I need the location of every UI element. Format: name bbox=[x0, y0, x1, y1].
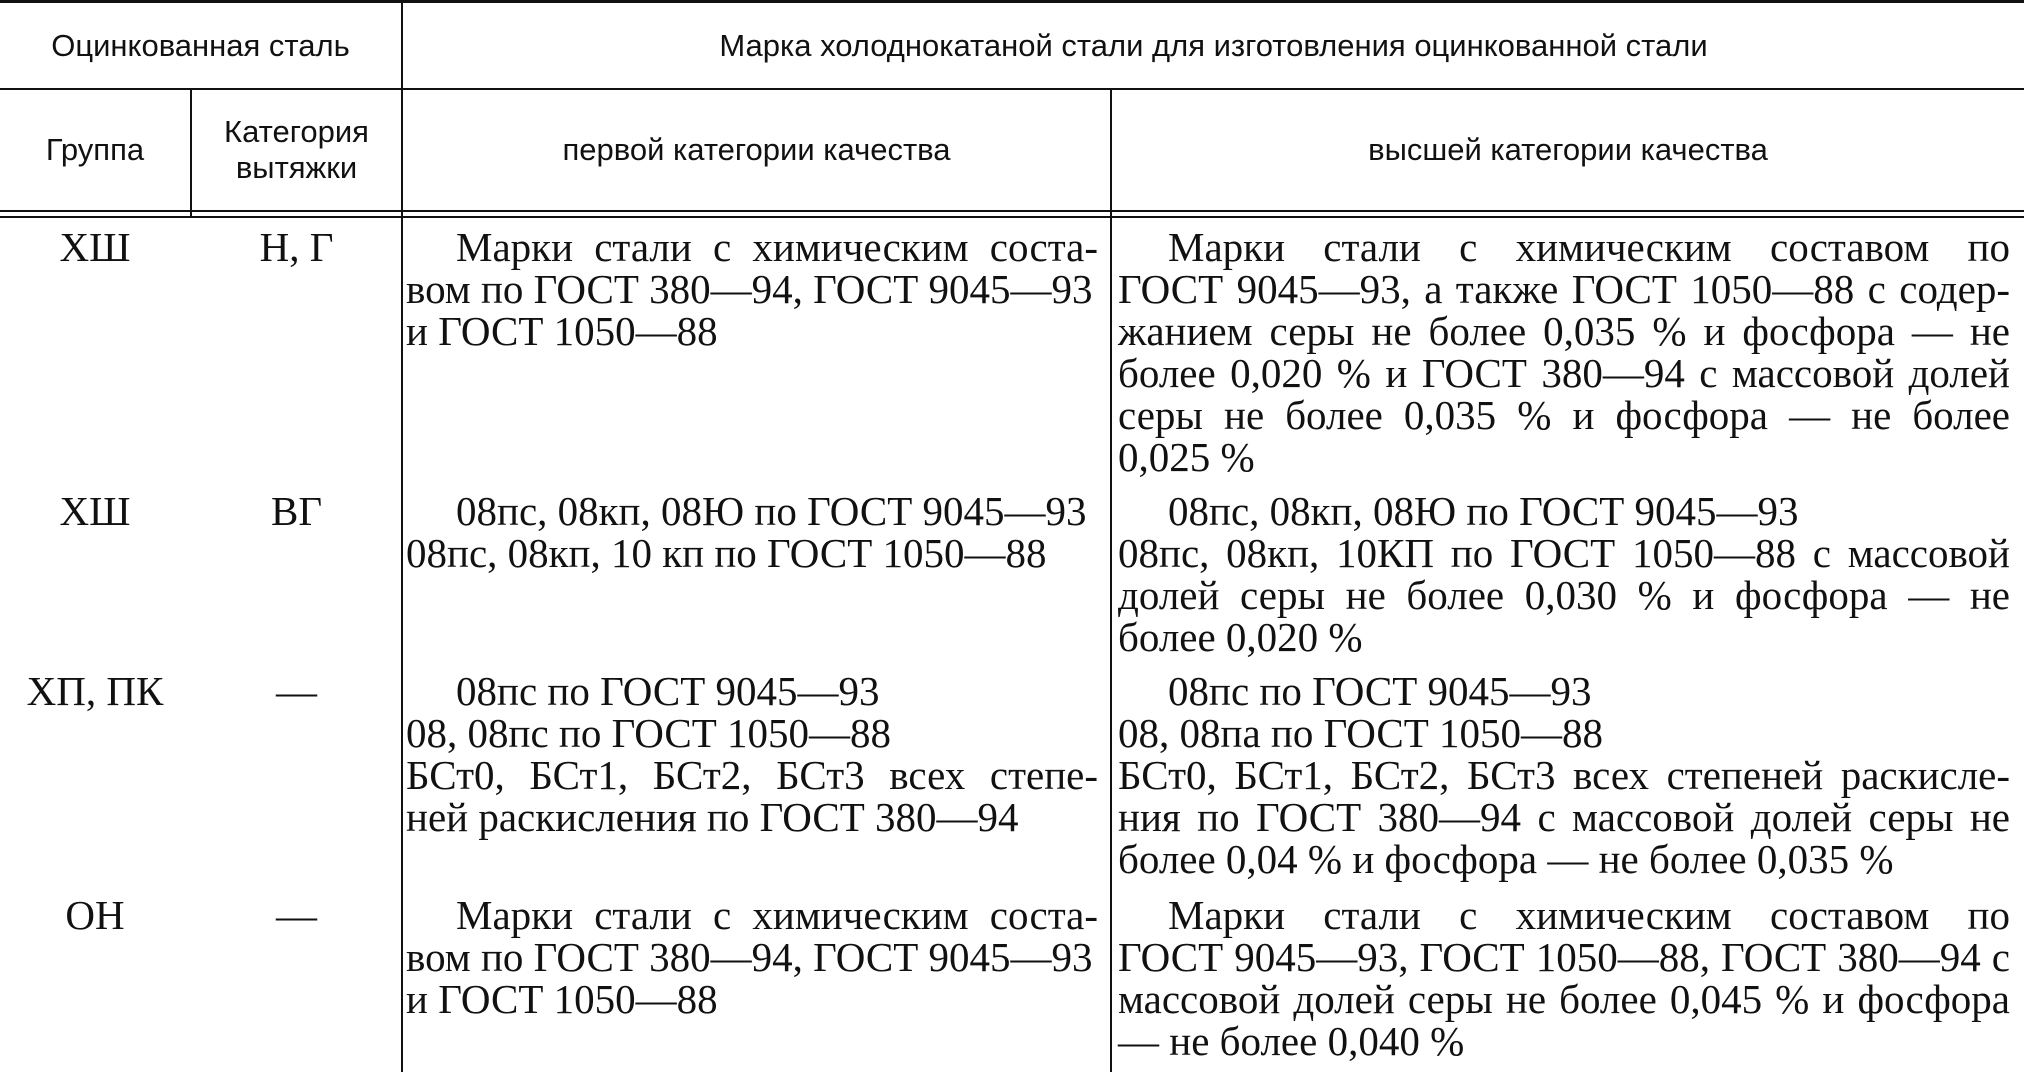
col-rule-first-quality bbox=[1110, 90, 1112, 1072]
row-3-group: ХП, ПК bbox=[26, 668, 164, 714]
header-highest-quality-text: высшей категории качества bbox=[1368, 132, 1768, 167]
header-galvanized-steel-text: Оцинкованная сталь bbox=[51, 27, 350, 63]
row-4-first-quality: Марки стали с химическим соста- вом по ГОСТ 380—94, ГОСТ 9045—93 и ГОСТ 1050—88 bbox=[406, 892, 1098, 1022]
header-galvanized-steel bbox=[0, 3, 401, 88]
row-2-highest-quality: 08пс, 08кп, 08Ю по ГОСТ 9045—93 08пс, 08кп, 10КП по ГОСТ 1050—88 с массовой долей серы не более 0,030 % и фосфора — не более 0,020 % bbox=[1118, 488, 2010, 660]
header-draw-category-line1: Категория bbox=[224, 114, 369, 149]
header-group bbox=[0, 90, 190, 210]
header-grade-for-manufacture bbox=[403, 3, 2024, 88]
header-first-quality-text: первой категории качества bbox=[562, 132, 951, 167]
row-3-first-quality: 08пс по ГОСТ 9045—93 08, 08пс по ГОСТ 1050—88 БСт0, БСт1, БСт2, БСт3 всех степе- ней раскисления по ГОСТ 380—94 bbox=[406, 668, 1098, 840]
header-draw-category bbox=[192, 90, 401, 210]
row-4-draw-category: — bbox=[276, 892, 317, 938]
header-grade-text: Марка холоднокатаной стали для изготовления оцинкованной стали bbox=[719, 27, 1708, 63]
header-draw-category-line2: вытяжки bbox=[235, 150, 358, 185]
row-2-group: ХШ bbox=[59, 488, 131, 534]
row-3-highest-quality: 08пс по ГОСТ 9045—93 08, 08па по ГОСТ 1050—88 БСт0, БСт1, БСт2, БСт3 всех степеней раскисле- ния по ГОСТ 380—94 с массовой долей серы не более 0,04 % и фосфора — не более 0,035 % bbox=[1118, 668, 2010, 882]
header-double-rule-upper bbox=[0, 210, 2024, 212]
row-1-group: ХШ bbox=[59, 224, 131, 270]
row-1-draw-category: Н, Г bbox=[259, 224, 334, 270]
header-first-quality bbox=[403, 90, 1110, 210]
header-group-text: Группа bbox=[45, 132, 145, 167]
header-double-rule-lower bbox=[0, 216, 2024, 218]
row-4-group: ОН bbox=[65, 892, 125, 938]
row-4-highest-quality: Марки стали с химическим составом по ГОСТ 9045—93, ГОСТ 1050—88, ГОСТ 380—94 с массовой долей серы не более 0,045 % и фосфора — не более 0,040 % bbox=[1118, 892, 2010, 1064]
header-highest-quality bbox=[1112, 90, 2024, 210]
row-1-first-quality: Марки стали с химическим соста- вом по ГОСТ 380—94, ГОСТ 9045—93 и ГОСТ 1050—88 bbox=[406, 224, 1098, 354]
row-3-draw-category: — bbox=[276, 668, 317, 714]
row-2-draw-category: ВГ bbox=[270, 488, 323, 534]
row-1-highest-quality: Марки стали с химическим составом по ГОСТ 9045—93, а также ГОСТ 1050—88 с содер- жанием серы не более 0,035 % и фосфора — не более 0,020 % и ГОСТ 380—94 с массовой долей серы не более 0,035 % и фосфора — не более 0,025 % bbox=[1118, 224, 2010, 480]
row-2-first-quality: 08пс, 08кп, 08Ю по ГОСТ 9045—93 08пс, 08кп, 10 кп по ГОСТ 1050—88 bbox=[406, 488, 1087, 576]
